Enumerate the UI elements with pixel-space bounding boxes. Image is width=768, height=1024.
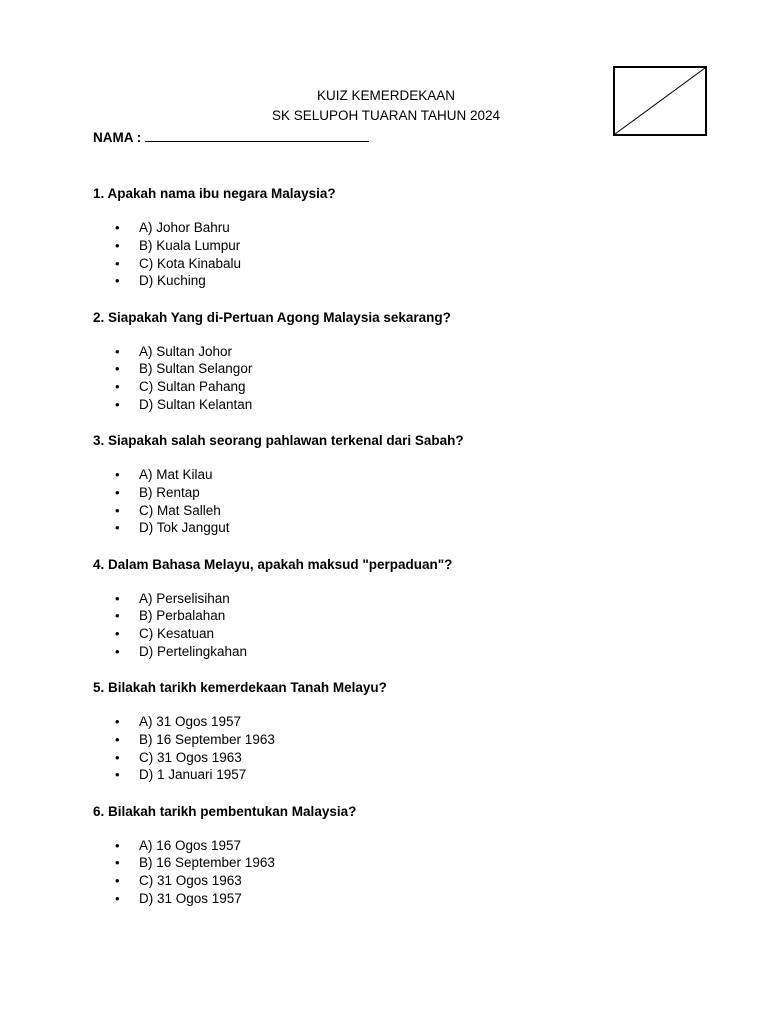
option-label: B) Perbalahan [139, 608, 226, 624]
option-item [93, 484, 713, 502]
option-label: A) Mat Kilau [139, 467, 213, 482]
name-label: NAMA : [93, 130, 142, 145]
option-item [93, 872, 713, 890]
bullet-icon: • [115, 749, 120, 765]
quiz-title: KUIZ KEMERDEKAAN [316, 88, 456, 103]
option-item [93, 502, 713, 520]
option-label: D) 1 Januari 1957 [139, 767, 247, 783]
bullet-icon: • [115, 484, 120, 500]
option-label: D) Sultan Kelantan [139, 396, 253, 412]
option-list [93, 713, 713, 784]
option-item [93, 396, 713, 414]
option-label: C) Kesatuan [139, 626, 215, 642]
option-item [93, 272, 713, 290]
bullet-icon: • [115, 626, 120, 642]
question-1 [93, 184, 713, 308]
question-5 [93, 678, 713, 802]
question-text: 4. Dalam Bahasa Melayu, apakah maksud "perpaduan"? [93, 556, 453, 572]
bullet-icon: • [115, 220, 120, 235]
option-label: C) Mat Salleh [139, 502, 221, 518]
option-label: D) Pertelingkahan [139, 643, 248, 659]
option-label: A) Sultan Johor [139, 343, 233, 359]
bullet-icon: • [115, 767, 120, 783]
question-6 [93, 802, 713, 926]
bullet-icon: • [115, 643, 120, 659]
option-label: C) Kota Kinabalu [139, 255, 242, 271]
bullet-icon: • [115, 467, 120, 482]
option-item [93, 466, 713, 484]
option-item [93, 607, 713, 625]
bullet-icon: • [115, 714, 120, 729]
option-label: B) 16 September 1963 [139, 731, 275, 747]
bullet-icon: • [115, 396, 120, 412]
bullet-icon: • [115, 273, 120, 289]
option-list [93, 466, 713, 537]
option-item [93, 766, 713, 784]
option-item [93, 378, 713, 396]
option-label: B) Kuala Lumpur [139, 237, 241, 253]
bullet-icon: • [115, 608, 120, 624]
option-item [93, 590, 713, 608]
option-item [93, 731, 713, 749]
option-label: A) 31 Ogos 1957 [139, 714, 242, 729]
bullet-icon: • [115, 837, 120, 853]
question-text: 3. Siapakah salah seorang pahlawan terkenal dari Sabah? [93, 433, 464, 448]
question-4 [93, 555, 713, 679]
question-text: 1. Apakah nama ibu negara Malaysia? [93, 186, 336, 201]
option-item [93, 343, 713, 361]
option-list [93, 837, 713, 908]
option-label: B) 16 September 1963 [139, 855, 275, 871]
option-label: B) Sultan Selangor [139, 361, 253, 377]
question-3 [93, 431, 713, 555]
question-text: 5. Bilakah tarikh kemerdekaan Tanah Melayu? [93, 680, 387, 695]
option-item [93, 255, 713, 273]
option-item [93, 837, 713, 855]
score-box [613, 66, 707, 136]
option-item [93, 643, 713, 661]
option-list [93, 590, 713, 661]
bullet-icon: • [115, 873, 120, 889]
option-item [93, 854, 713, 872]
option-item [93, 360, 713, 378]
bullet-icon: • [115, 890, 120, 906]
option-item [93, 625, 713, 643]
option-label: A) Perselisihan [139, 590, 230, 606]
option-label: A) 16 Ogos 1957 [139, 837, 242, 853]
bullet-icon: • [115, 237, 120, 253]
option-label: D) Tok Janggut [139, 520, 230, 536]
option-item [93, 713, 713, 731]
option-label: D) 31 Ogos 1957 [139, 890, 242, 906]
bullet-icon: • [115, 379, 120, 395]
bullet-icon: • [115, 855, 120, 871]
question-text: 2. Siapakah Yang di-Pertuan Agong Malaysia sekarang? [93, 309, 451, 325]
bullet-icon: • [115, 520, 120, 536]
option-item [93, 219, 713, 237]
bullet-icon: • [115, 731, 120, 747]
quiz-subtitle: SK SELUPOH TUARAN TAHUN 2024 [271, 108, 501, 123]
option-item [93, 237, 713, 255]
option-label: C) 31 Ogos 1963 [139, 873, 242, 889]
option-label: B) Rentap [139, 484, 200, 500]
option-label: C) 31 Ogos 1963 [139, 749, 242, 765]
question-text: 6. Bilakah tarikh pembentukan Malaysia? [93, 803, 357, 819]
bullet-icon: • [115, 502, 120, 518]
bullet-icon: • [115, 255, 120, 271]
diagonal-line-icon [615, 68, 705, 134]
bullet-icon: • [115, 343, 120, 359]
bullet-icon: • [115, 361, 120, 377]
option-item [93, 519, 713, 537]
name-field [93, 127, 369, 148]
option-item [93, 749, 713, 767]
option-item [93, 890, 713, 908]
bullet-icon: • [115, 590, 120, 606]
option-label: D) Kuching [139, 273, 206, 289]
option-list [93, 219, 713, 290]
option-list [93, 343, 713, 414]
name-blank-line [145, 127, 369, 142]
question-list [93, 184, 713, 925]
option-label: A) Johor Bahru [139, 220, 230, 235]
question-2 [93, 308, 713, 432]
option-label: C) Sultan Pahang [139, 379, 246, 395]
